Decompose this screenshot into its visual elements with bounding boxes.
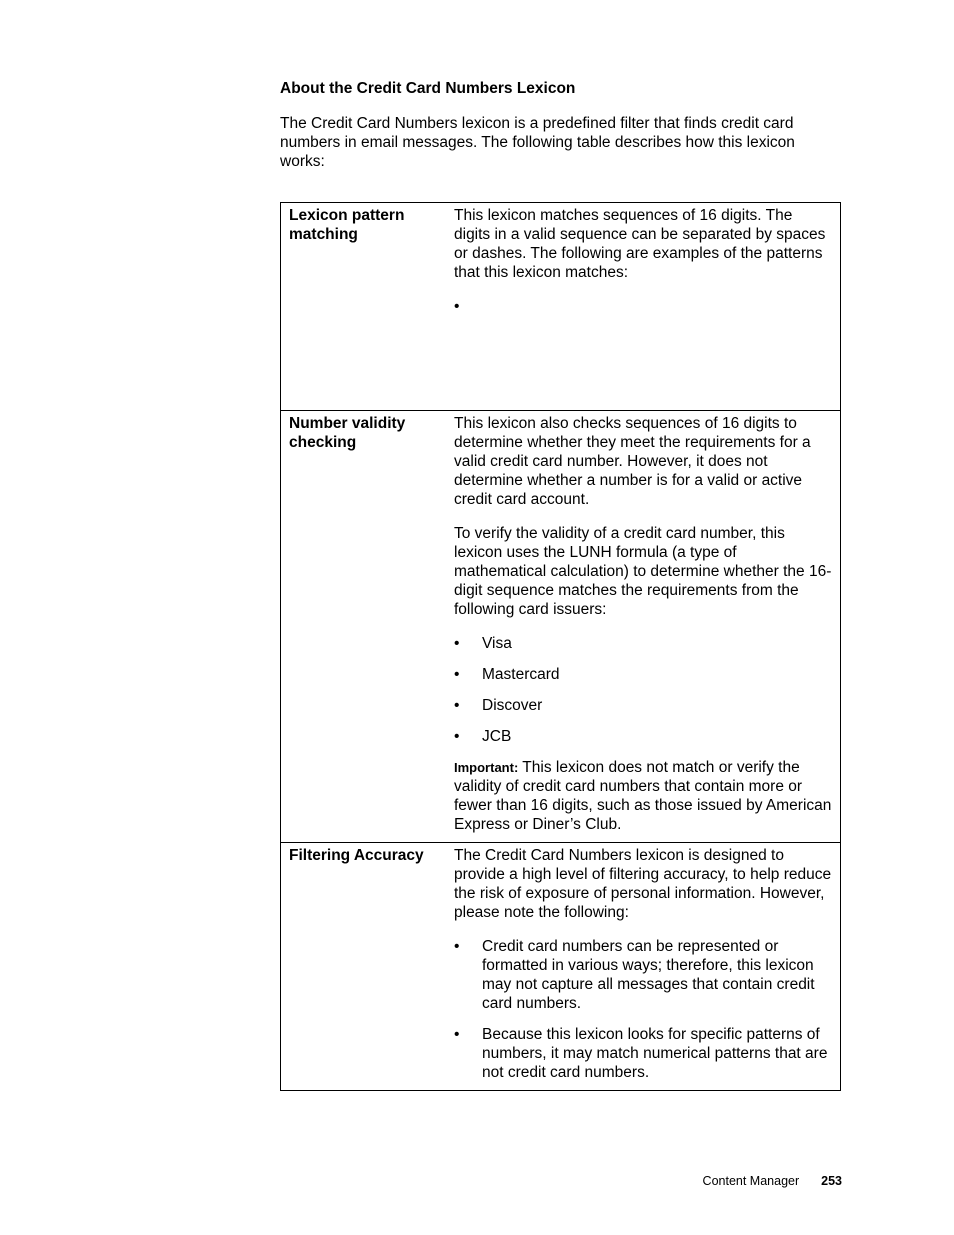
list-item: • Discover [454,697,543,714]
intro-paragraph: The Credit Card Numbers lexicon is a predefined filter that finds credit card numbers in email messages. The following table describes how this lexicon works: [280,115,795,170]
pattern-description: This lexicon matches sequences of 16 digits. The digits in a valid sequence can be separated by spaces or dashes. The following are examples of the patterns that this lexicon matches: [454,207,826,281]
important-note [454,758,832,834]
bullet-icon: • [454,697,460,714]
empty-bullet: • [454,298,460,315]
lunh-paragraph: To verify the validity of a credit card number, this lexicon uses the LUNH formula (a type of mathematical calculation) to determine whether the 16-digit sequence matches the requirements from the following card issuers: [454,525,832,618]
important-text: This lexicon does not match or verify the validity of credit card numbers that contain more or fewer than 16 digits, such as those issued by American Express or Diner’s Club. [454,759,832,833]
page-footer [0,1174,842,1188]
table-row [281,843,841,1091]
bullet-icon: • [454,938,460,955]
table-row [281,203,841,411]
row-description [448,843,841,1091]
row-label: Number validity checking [281,411,449,843]
list-item: • Mastercard [454,666,560,683]
page-number: 253 [821,1174,842,1188]
section [280,80,841,171]
bullet-icon: • [454,666,460,683]
lexicon-table [280,202,841,1091]
list-item: • Visa [454,635,512,652]
validity-paragraph: This lexicon also checks sequences of 16 digits to determine whether they meet the requirements for a valid credit card number. However, it does not determine whether a number is for a valid or active credit card account. [454,415,811,508]
issuer-list [454,634,832,746]
row-label: Lexicon pattern matching [281,203,449,411]
accuracy-paragraph: The Credit Card Numbers lexicon is designed to provide a high level of filtering accuracy, to help reduce the risk of exposure of personal information. However, please note the following: [454,847,832,921]
section-heading: About the Credit Card Numbers Lexicon [280,80,576,97]
row-description [448,411,841,843]
list-item: • Credit card numbers can be represented or formatted in various ways; therefore, this lexicon may not capture all messages that contain credit card numbers. [454,938,815,1012]
row-description [448,203,841,411]
notes-list [454,937,832,1082]
bullet-icon: • [454,1026,460,1043]
bullet-icon: • [454,728,460,745]
bullet-icon: • [454,635,460,652]
list-item: • JCB [454,728,512,745]
list-item: • Because this lexicon looks for specific patterns of numbers, it may match numerical patterns that are not credit card numbers. [454,1026,828,1081]
table-row [281,411,841,843]
row-label: Filtering Accuracy [281,843,449,1091]
important-label: Important: [454,760,519,775]
footer-title: Content Manager [702,1174,800,1188]
